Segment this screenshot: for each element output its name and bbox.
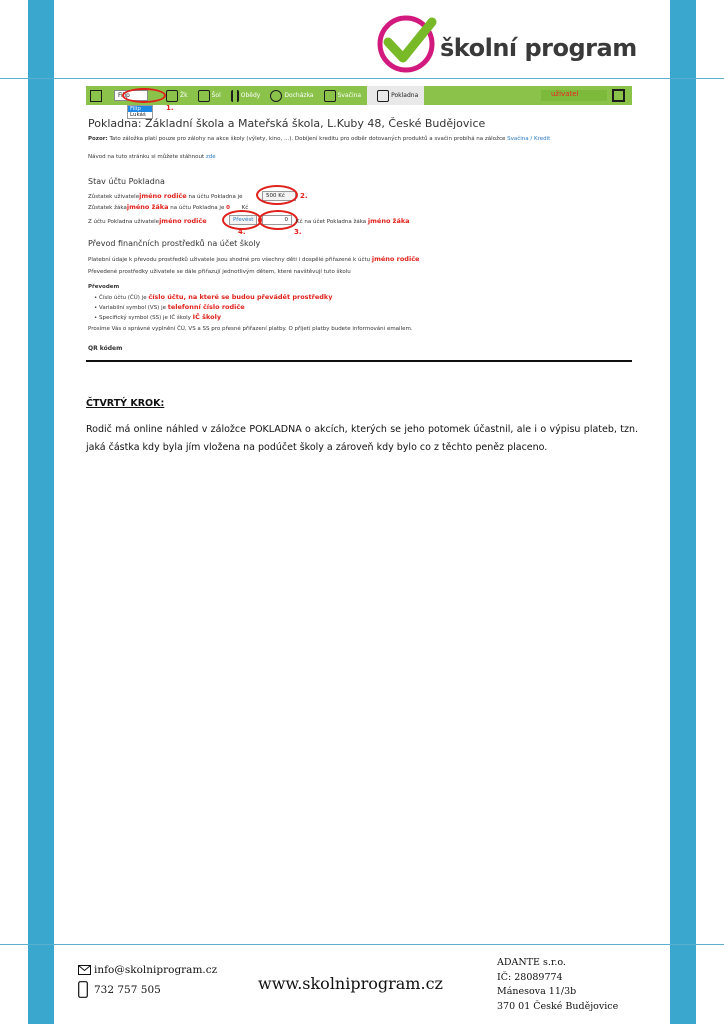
balance-child-suffix: na účtu Pokladna je — [170, 205, 225, 211]
nav-item-pokladna[interactable]: Pokladna — [391, 92, 419, 99]
app-screenshot — [86, 86, 632, 362]
page-title: Pokladna: Základní škola a Mateřská škola, L.Kuby 48, České Budějovice — [88, 117, 486, 130]
nav-item-svacina[interactable]: Svačina — [337, 92, 362, 99]
logo-text: školní program — [440, 34, 637, 62]
grade-book-icon — [166, 90, 178, 102]
bullet-3: • Specifický symbol (SS) je IČ školy IČ školy — [94, 313, 222, 321]
child-select[interactable]: Filip — [114, 90, 148, 101]
annotation-ring-1 — [122, 88, 166, 103]
bullet-2: • Variabilní symbol (VS) je telefonní číslo rodiče — [94, 303, 245, 311]
annotation-ring-3 — [258, 210, 298, 230]
payment-info: Platební údaje k převodu prostředků uživatele jsou shodné pro všechny děti i dospělé přiřazené k účtu — [88, 257, 371, 263]
transfer-suffix: Kč na účet Pokladna žáka — [296, 219, 367, 225]
by-transfer-label: Převodem — [88, 284, 120, 290]
footer-phone: 732 757 505 — [94, 983, 161, 996]
balance-user-suffix: na účtu Pokladna je — [188, 194, 243, 200]
phone-icon — [78, 981, 88, 998]
transfer-child-name: jméno žáka — [367, 217, 410, 225]
child-balance-value: 0 — [226, 205, 230, 211]
guide-link[interactable]: zde — [205, 154, 216, 160]
envelope-icon — [78, 965, 91, 975]
annotation-2: 2. — [300, 192, 308, 200]
footer-website[interactable]: www.skolniprogram.cz — [258, 974, 443, 993]
annotation-4: 4. — [238, 228, 246, 236]
transfer-prefix: Z účtu Pokladna uživatele — [88, 219, 160, 225]
parent-name: jméno rodiče — [139, 192, 187, 200]
nav-item-sol[interactable]: Šol — [211, 92, 221, 99]
dropdown-option-1[interactable]: Filip — [128, 106, 152, 112]
guide-text: Návod na tuto stránku si můžete stáhnout — [88, 154, 205, 160]
annotation-ring-2 — [256, 185, 298, 205]
transfer-button[interactable]: Převést — [229, 215, 257, 225]
bullet-1: • Číslo účtu (ČÚ) je číslo účtu, na které se budou převádět prostředky — [94, 293, 333, 301]
header-divider — [0, 78, 724, 79]
snack-icon — [324, 90, 336, 102]
right-frame-bar — [670, 0, 696, 1024]
qr-heading: QR kódem — [88, 345, 123, 352]
notice-link[interactable]: Svačina / Kredit — [507, 136, 551, 142]
balance-child-prefix: Zůstatek žáka — [88, 205, 127, 211]
annotation-ring-4 — [222, 210, 262, 230]
app-nav-bar — [86, 86, 632, 105]
transfer-parent-name: jméno rodiče — [159, 217, 207, 225]
footer-email[interactable]: info@skolniprogram.cz — [94, 964, 218, 976]
payment-info2: Převedené prostředky uživatele se dále přiřazují jednotlivým dětem, které navštěvují tuto školu — [88, 269, 351, 275]
account-heading: Stav účtu Pokladna — [88, 177, 165, 186]
cutlery-icon — [231, 90, 239, 102]
footer-email-row — [78, 964, 217, 976]
child-balance-currency: Kč — [241, 205, 249, 211]
transfer-heading: Převod finančních prostředků na účet školy — [88, 239, 261, 248]
user-menu[interactable]: uživatel — [541, 90, 607, 101]
balance-user-prefix: Zůstatek uživatele — [88, 194, 140, 200]
notice-label: Pozor: — [88, 136, 108, 142]
attendance-icon — [270, 90, 282, 102]
please-text: Prosíme Vás o správné vyplnění ČÚ, VS a SS pro přesné přiřazení platby. O přijetí platby budete informováni emailem. — [88, 326, 413, 332]
cash-register-icon — [377, 90, 389, 102]
logout-icon[interactable] — [612, 89, 625, 102]
nav-item-dochazka[interactable]: Docházka — [284, 92, 314, 99]
payment-parent-name: jméno rodiče — [371, 255, 420, 263]
school-icon — [198, 90, 210, 102]
footer-address: ADANTE s.r.o. IČ: 28089774 Mánesova 11/3b 370 01 České Budějovice — [497, 957, 619, 1012]
annotation-3: 3. — [294, 228, 302, 236]
step-paragraph: Rodič má online náhled v záložce POKLADNA o akcích, kterých se jeho potomek účastnil, ale i o výpisu plateb, tzn. jaká částka kdy byla jím vložena na podúčet školy a zároveň kdy bylo co z těchto peněz placeno. — [86, 424, 638, 453]
annotation-1: 1. — [166, 104, 174, 112]
nav-item-obedy[interactable]: Obědy — [240, 92, 261, 99]
home-icon — [90, 90, 102, 102]
step-title: ČTVRTÝ KROK: — [86, 398, 165, 409]
footer-phone-row — [78, 981, 161, 998]
notice-text: Tato záložka platí pouze pro zálohy na akce školy (výlety, kino, ...). Dobíjení kreditu pro odběr dotovaných produktů a svačin probíhá na záložce — [109, 136, 506, 142]
balance-value: 500 Kč — [262, 191, 296, 201]
child-name: jméno žáka — [126, 203, 169, 211]
dropdown-option-2[interactable]: Lukáš — [130, 112, 146, 118]
footer-divider — [0, 944, 724, 945]
nav-item-zk[interactable]: Žk — [180, 92, 188, 99]
transfer-amount-input[interactable]: 0 — [262, 215, 292, 225]
left-frame-bar — [28, 0, 54, 1024]
